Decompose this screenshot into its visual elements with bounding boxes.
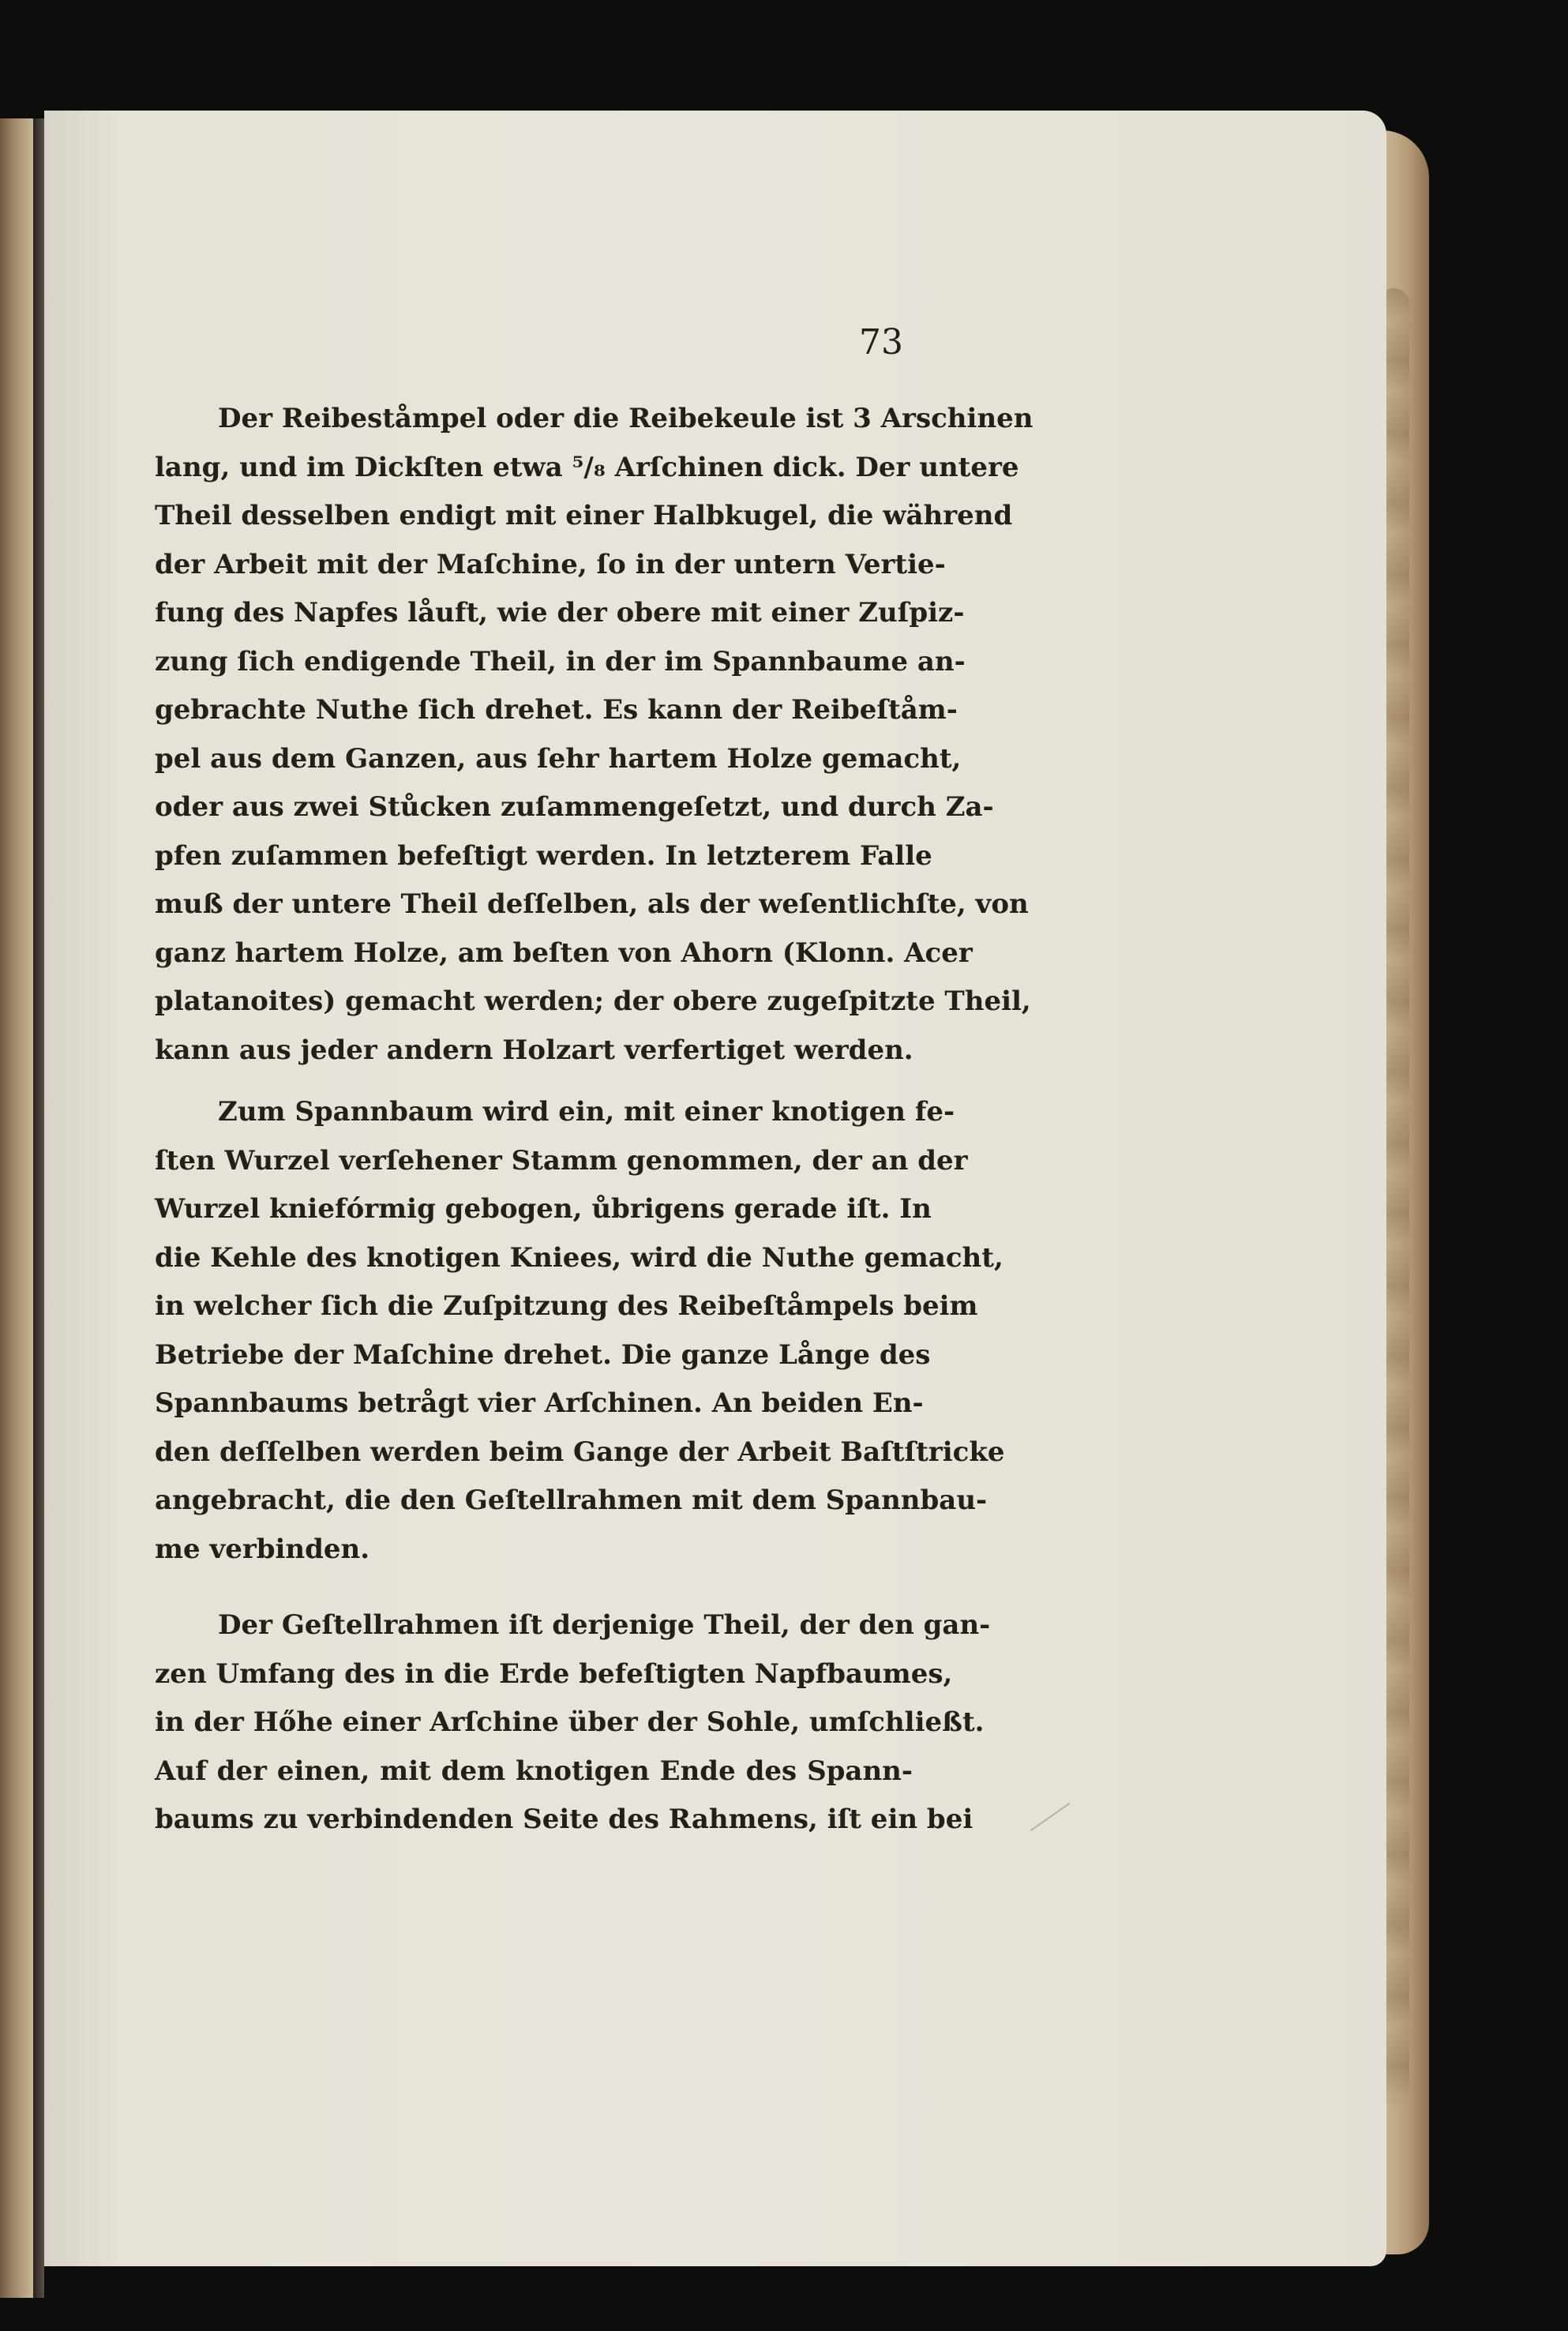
text-line: in der Hőhe einer Arſchine über der Sohle, umſchließt.: [155, 1706, 985, 1738]
previous-page-edge: [0, 118, 33, 2298]
text-line: pel aus dem Ganzen, aus ſehr hartem Holze gemacht,: [155, 742, 962, 775]
paragraph-3: [155, 1601, 991, 1845]
text-line: me verbinden.: [155, 1533, 370, 1565]
text-line: Der Reibeståmpel oder die Reibekeule ist 3 Arschinen: [218, 403, 1033, 434]
text-line: kann aus jeder andern Holzart verfertiget werden.: [155, 1034, 913, 1066]
text-line: platanoites) gemacht werden; der obere zugeſpitzte Theil,: [155, 985, 1031, 1017]
paragraph-1: [155, 395, 1033, 1075]
text-line: Auf der einen, mit dem knotigen Ende des Spann-: [155, 1755, 913, 1787]
book-spine: [33, 118, 44, 2298]
text-line: lang, und im Dickſten etwa ⁵/₈ Arſchinen dick. Der untere: [155, 451, 1019, 483]
text-line: Spannbaums betrågt vier Arſchinen. An beiden En-: [155, 1387, 924, 1419]
text-line: oder aus zwei Stůcken zuſammengeſetzt, und durch Za-: [155, 791, 994, 823]
text-line: baums zu verbindenden Seite des Rahmens, iſt ein bei: [155, 1804, 973, 1835]
text-line: Zum Spannbaum wird ein, mit einer knotigen fe-: [218, 1096, 955, 1128]
text-line: muß der untere Theil deſſelben, als der weſentlichſte, von: [155, 888, 1029, 920]
text-line: gebrachte Nuthe ſich drehet. Es kann der Reibeſtåm-: [155, 694, 958, 726]
page-number: 73: [859, 322, 903, 362]
text-line: Theil desselben endigt mit einer Halbkugel, die während: [155, 500, 1013, 531]
paragraph-2: [155, 1088, 1005, 1574]
text-line: die Kehle des knotigen Kniees, wird die Nuthe gemacht,: [155, 1241, 1003, 1274]
text-line: den deſſelben werden beim Gange der Arbeit Baſtſtricke: [155, 1436, 1005, 1468]
text-line: fung des Napfes låuft, wie der obere mit einer Zuſpiz-: [155, 597, 965, 629]
text-line: angebracht, die den Geſtellrahmen mit dem Spannbau-: [155, 1485, 988, 1516]
text-line: Der Geſtellrahmen iſt derjenige Theil, der den gan-: [218, 1609, 991, 1641]
text-line: der Arbeit mit der Maſchine, ſo in der untern Vertie-: [155, 548, 946, 580]
text-line: ganz hartem Holze, am beſten von Ahorn (Klonn. Acer: [155, 937, 973, 969]
text-line: zen Umfang des in die Erde befeſtigten Napfbaumes,: [155, 1657, 953, 1690]
text-line: Wurzel kniefórmig gebogen, ůbrigens gerade iſt. In: [155, 1193, 932, 1225]
text-line: zung ſich endigende Theil, in der im Spannbaume an-: [155, 645, 966, 678]
text-line: pfen zuſammen befeſtigt werden. In letzterem Falle: [155, 839, 932, 872]
text-line: ſten Wurzel verſehener Stamm genommen, der an der: [155, 1144, 968, 1177]
text-line: Betriebe der Maſchine drehet. Die ganze Långe des: [155, 1338, 931, 1371]
text-line: in welcher ſich die Zuſpitzung des Reibeſtåmpels beim: [155, 1290, 978, 1322]
